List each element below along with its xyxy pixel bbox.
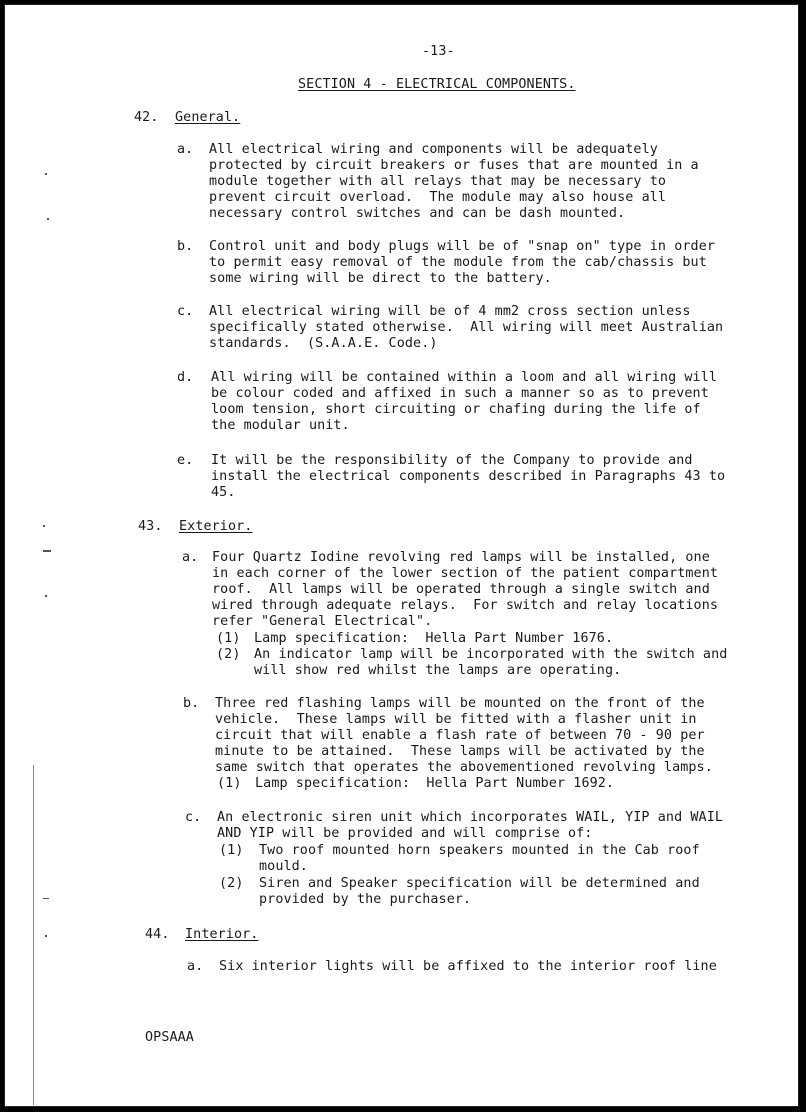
body-line: necessary control switches and can be dash mounted. [209,206,626,221]
body-line: circuit that will enable a flash rate of between 70 - 90 per [215,728,705,743]
body-line: loom tension, short circuiting or chafing during the life of [211,402,701,417]
paragraph-number-42: 42. [134,110,159,125]
body-line: to permit easy removal of the module from the cab/chassis but [209,255,707,270]
body-line: will show red whilst the lamps are operating. [254,663,622,678]
paragraph-number-44: 44. [145,927,170,942]
sub-item-number: (1) [219,843,244,858]
scan-mark [45,173,47,175]
body-line: some wiring will be direct to the battery. [209,271,552,286]
body-line: prevent circuit overload. The module may also house all [209,190,667,205]
paragraph-number-43: 43. [138,519,163,534]
page-number: -13- [422,44,455,59]
heading-exterior: Exterior. [179,519,253,534]
document-page [4,4,799,1107]
body-line: specifically stated otherwise. All wiring will meet Australian [209,320,724,335]
sub-item-number: (1) [216,631,241,646]
body-line: wired through adequate relays. For switch and relay locations [212,598,719,613]
body-line: Control unit and body plugs will be of "snap on" type in order [209,239,716,254]
body-line: An indicator lamp will be incorporated with the switch and [254,647,728,662]
body-line: All electrical wiring will be of 4 mm2 cross section unless [209,304,691,319]
scan-mark [33,765,34,1105]
item-label: b. [177,239,194,254]
item-label: c. [185,810,202,825]
body-line: All electrical wiring and components will be adequately [209,142,658,157]
item-label: a. [177,142,194,157]
body-line: It will be the responsibility of the Company to provide and [211,453,693,468]
scan-mark [43,550,51,552]
body-line: Three red flashing lamps will be mounted on the front of the [215,696,705,711]
body-line: 45. [211,485,236,500]
body-line: in each corner of the lower section of the patient compartment [212,566,719,581]
body-line: mould. [259,859,308,874]
body-line: Lamp specification: Hella Part Number 1676. [254,631,614,646]
body-line: standards. (S.A.A.E. Code.) [209,336,438,351]
scan-mark [45,595,47,597]
body-line: All wiring will be contained within a loom and all wiring will [211,370,718,385]
body-line: be colour coded and affixed in such a manner so as to prevent [211,386,709,401]
body-line: module together with all relays that may be necessary to [209,174,667,189]
sub-item-number: (2) [219,876,244,891]
body-line: vehicle. These lamps will be fitted with a flasher unit in [215,712,697,727]
body-line: Siren and Speaker specification will be determined and [259,876,700,891]
body-line: roof. All lamps will be operated through a single switch and [212,582,710,597]
section-title: SECTION 4 - ELECTRICAL COMPONENTS. [298,77,576,92]
item-label: c. [177,304,194,319]
body-line: Two roof mounted horn speakers mounted in the Cab roof [259,843,700,858]
body-line: AND YIP will be provided and will comprise of: [217,826,593,841]
body-line: minute to be attained. These lamps will be activated by the [215,744,705,759]
heading-general: General. [175,110,241,125]
sub-item-number: (2) [216,647,241,662]
body-line: Six interior lights will be affixed to the interior roof line [219,959,717,974]
scan-mark [43,898,49,899]
scan-mark [47,218,49,220]
item-label: d. [177,370,194,385]
footer-code: OPSAAA [145,1030,194,1045]
scan-mark [43,525,45,527]
body-line: refer "General Electrical". [212,614,433,629]
body-line: An electronic siren unit which incorporates WAIL, YIP and WAIL [217,810,724,825]
body-line: same switch that operates the abovementioned revolving lamps. [215,760,713,775]
item-label: e. [177,453,194,468]
item-label: a. [187,959,204,974]
sub-item-number: (1) [217,776,242,791]
body-line: Lamp specification: Hella Part Number 1692. [255,776,615,791]
body-line: the modular unit. [211,418,350,433]
body-line: install the electrical components described in Paragraphs 43 to [211,469,726,484]
scan-mark [45,935,47,937]
body-line: provided by the purchaser. [259,892,472,907]
heading-interior: Interior. [185,927,259,942]
body-line: Four Quartz Iodine revolving red lamps will be installed, one [212,550,710,565]
body-line: protected by circuit breakers or fuses that are mounted in a [209,158,699,173]
item-label: a. [182,550,199,565]
item-label: b. [183,696,200,711]
